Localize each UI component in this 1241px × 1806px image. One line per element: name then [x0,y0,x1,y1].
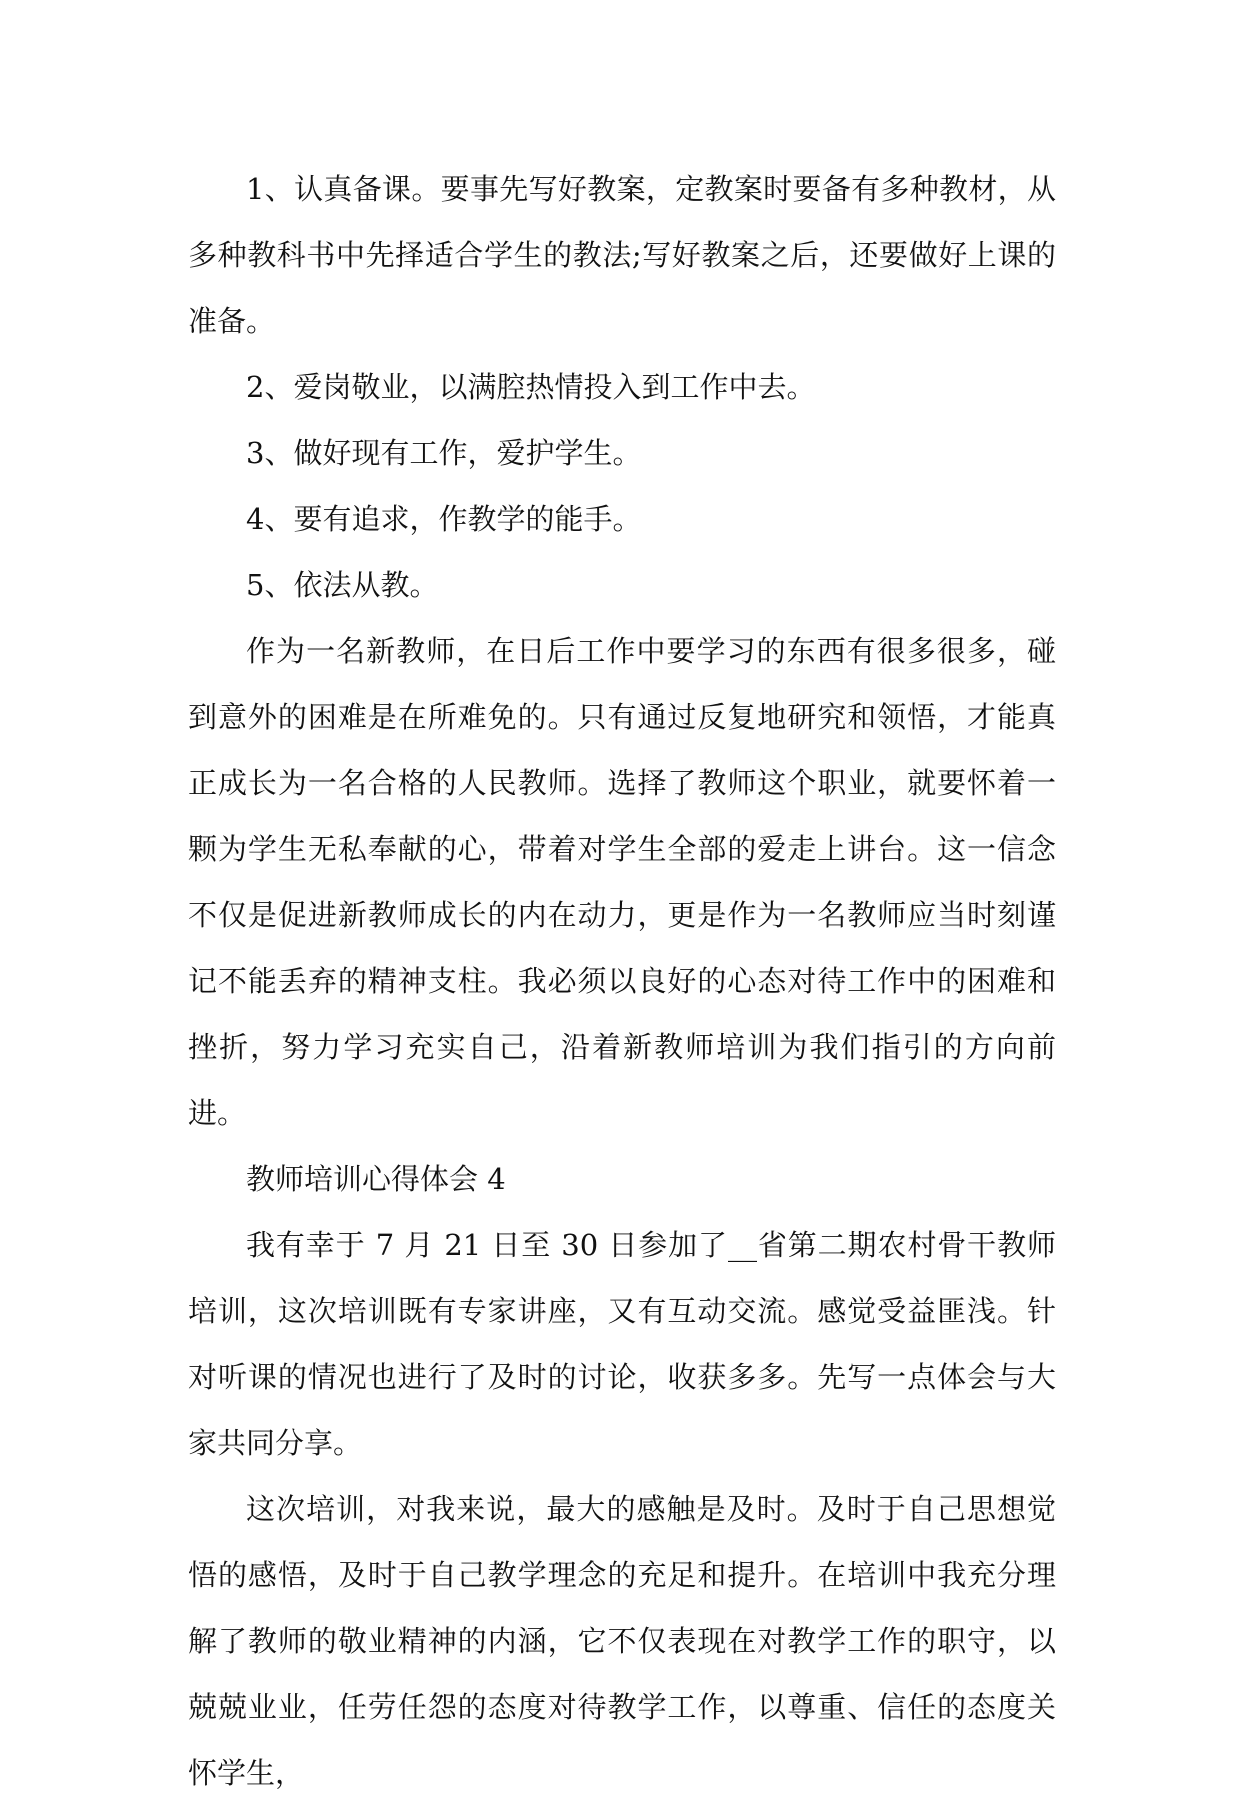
paragraph-item-1: 1、认真备课。要事先写好教案，定教案时要备有多种教材，从多种教科书中先择适合学生的教法;写好教案之后，还要做好上课的准备。 [188,172,1056,338]
document-body [188,156,1056,1806]
paragraph-item-3: 3、做好现有工作，爱护学生。 [246,436,642,470]
paragraph-item-2: 2、爱岗敬业，以满腔热情投入到工作中去。 [246,370,816,404]
paragraph-item-4: 4、要有追求，作教学的能手。 [246,502,642,536]
paragraph-training-reflection: 这次培训，对我来说，最大的感触是及时。及时于自己思想觉悟的感悟，及时于自己教学理念的充足和提升。在培训中我充分理解了教师的敬业精神的内涵，它不仅表现在对教学工作的职守，以兢兢业业，任劳任怨的态度对待教学工作，以尊重、信任的态度关怀学生， [188,1492,1056,1790]
paragraph-new-teacher: 作为一名新教师，在日后工作中要学习的东西有很多很多，碰到意外的困难是在所难免的。只有通过反复地研究和领悟，才能真正成长为一名合格的人民教师。选择了教师这个职业，就要怀着一颗为学生无私奉献的心，带着对学生全部的爱走上讲台。这一信念不仅是促进新教师成长的内在动力，更是作为一名教师应当时刻谨记不能丢弃的精神支柱。我必须以良好的心态对待工作中的困难和挫折，努力学习充实自己，沿着新教师培训为我们指引的方向前进。 [188,634,1056,1130]
paragraph-training-intro: 我有幸于 7 月 21 日至 30 日参加了__省第二期农村骨干教师培训，这次培训既有专家讲座，又有互动交流。感觉受益匪浅。针对听课的情况也进行了及时的讨论，收获多多。先写一点体会与大家共同分享。 [188,1228,1056,1460]
section-heading: 教师培训心得体会 4 [246,1162,506,1196]
paragraph-item-5: 5、依法从教。 [246,568,439,602]
